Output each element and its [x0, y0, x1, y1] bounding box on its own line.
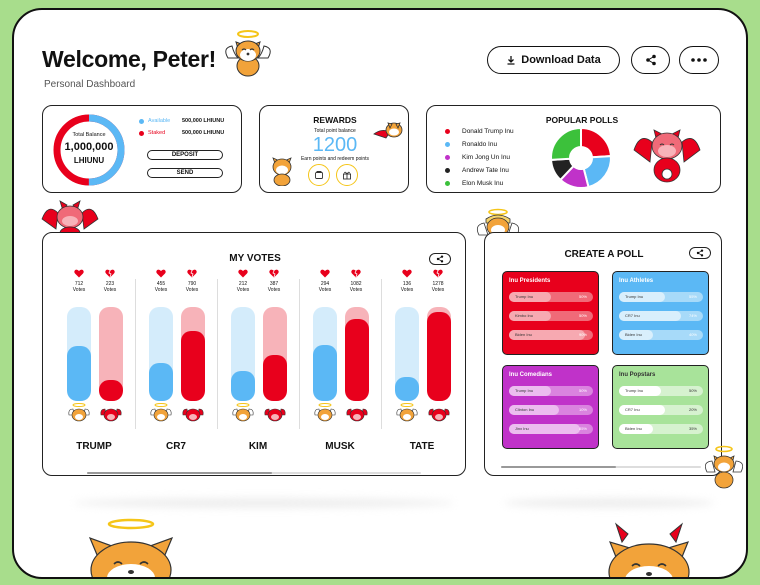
- poll-legend-item[interactable]: [445, 154, 510, 161]
- vote-candidate-name: TATE: [409, 441, 435, 452]
- heart-icon[interactable]: [320, 269, 330, 278]
- poll-option-label: Biden Inu: [625, 426, 642, 431]
- poll-option-label: CR7 Inu: [625, 313, 640, 318]
- poll-option[interactable]: [509, 311, 593, 321]
- angel-shiba-bottom-icon: [76, 516, 186, 579]
- poll-option-percent: 90%: [578, 332, 587, 337]
- devil-shiba-face-icon: [182, 403, 204, 423]
- create-poll-card: [484, 232, 722, 476]
- heart-icon[interactable]: [156, 269, 166, 278]
- donut-slice: [551, 128, 581, 160]
- my-votes-share-button[interactable]: [429, 253, 451, 265]
- angel-shiba-face-icon: [68, 403, 90, 423]
- my-votes-scrollbar[interactable]: [87, 472, 421, 474]
- share-icon: [696, 249, 704, 257]
- poll-legend-item[interactable]: [445, 128, 514, 135]
- broken-vote-bar: [263, 307, 287, 401]
- poll-option-percent: 20%: [688, 407, 697, 412]
- broken-heart-icon[interactable]: [433, 269, 443, 278]
- vote-divider: [299, 279, 300, 429]
- love-vote-bar: [149, 307, 173, 401]
- broken-votes-count: 790: [187, 281, 197, 287]
- share-icon: [645, 54, 657, 66]
- love-votes-count: 455: [156, 281, 166, 287]
- shiba-mascot-icon: [268, 150, 296, 186]
- share-icon: [436, 255, 444, 263]
- vote-column: [381, 269, 463, 469]
- broken-vote-bar: [99, 307, 123, 401]
- available-row: [139, 118, 224, 124]
- poll-legend-item[interactable]: [445, 141, 497, 148]
- staked-row: [139, 130, 224, 136]
- legend-label: Ronaldo Inu: [462, 141, 498, 148]
- love-votes-label: Votes: [236, 287, 250, 293]
- legend-dot: [445, 142, 450, 147]
- vote-candidate-name: MUSK: [325, 441, 355, 452]
- card-shadow: [504, 498, 714, 508]
- poll-option-label: Kimbo Inu: [515, 313, 534, 318]
- love-votes-label: Votes: [318, 287, 332, 293]
- love-vote-fill: [231, 371, 255, 401]
- poll-card[interactable]: [502, 271, 599, 355]
- total-balance-amount: 1,000,000: [64, 141, 114, 153]
- popular-polls-donut: [549, 126, 613, 190]
- love-votes-count: 136: [402, 281, 412, 287]
- devil-shiba-face-icon: [428, 403, 450, 423]
- broken-heart-icon[interactable]: [269, 269, 279, 278]
- love-votes-label: Votes: [72, 287, 86, 293]
- staked-label: Staked: [148, 130, 166, 136]
- love-votes-count: 712: [74, 281, 84, 287]
- poll-option-label: Jinx Inu: [515, 426, 529, 431]
- broken-vote-bar: [427, 307, 451, 401]
- balance-card: [42, 105, 242, 193]
- broken-vote-bar: [345, 307, 369, 401]
- vote-divider: [381, 279, 382, 429]
- poll-option[interactable]: [619, 386, 703, 396]
- total-balance-label: Total Balance: [72, 132, 106, 138]
- download-data-button[interactable]: [487, 46, 620, 74]
- broken-heart-icon[interactable]: [187, 269, 197, 278]
- poll-legend-item[interactable]: [445, 167, 509, 174]
- available-dot: [139, 119, 144, 124]
- love-vote-fill: [67, 346, 91, 401]
- staked-dot: [139, 131, 144, 136]
- vote-candidate-name: KIM: [248, 441, 268, 452]
- broken-vote-fill: [263, 355, 287, 401]
- legend-dot: [445, 155, 450, 160]
- legend-label: Donald Trump Inu: [462, 128, 514, 135]
- deposit-button[interactable]: DEPOSIT: [147, 150, 223, 160]
- heart-icon[interactable]: [238, 269, 248, 278]
- send-button[interactable]: SEND: [147, 168, 223, 178]
- broken-vote-fill: [99, 380, 123, 401]
- legend-dot: [445, 168, 450, 173]
- popular-polls-card: [426, 105, 721, 193]
- my-votes-title: MY VOTES: [229, 253, 281, 264]
- available-value: 500,000 LHIUNU: [182, 118, 225, 124]
- love-vote-bar: [67, 307, 91, 401]
- broken-heart-icon[interactable]: [351, 269, 361, 278]
- devil-shiba-icon: [632, 120, 702, 188]
- poll-option-percent: 40%: [688, 332, 697, 337]
- broken-heart-icon[interactable]: [105, 269, 115, 278]
- download-icon: [506, 55, 516, 65]
- broken-votes-count: 223: [105, 281, 115, 287]
- broken-votes-label: Votes: [103, 287, 117, 293]
- love-votes-count: 294: [320, 281, 330, 287]
- poll-card[interactable]: [612, 365, 709, 449]
- create-poll-title: CREATE A POLL: [564, 249, 644, 260]
- angel-shiba-face-icon: [150, 403, 172, 423]
- devil-shiba-face-icon: [346, 403, 368, 423]
- vote-column: [53, 269, 135, 469]
- page-subtitle: Personal Dashboard: [44, 79, 136, 90]
- poll-card[interactable]: [612, 271, 709, 355]
- broken-vote-bar: [181, 307, 205, 401]
- poll-option[interactable]: [509, 330, 593, 340]
- devil-shiba-face-icon: [264, 403, 286, 423]
- love-vote-fill: [149, 363, 173, 401]
- poll-option[interactable]: [619, 330, 703, 340]
- devil-shiba-bottom-icon: [594, 518, 704, 579]
- poll-option-percent: 74%: [688, 313, 697, 318]
- rewards-card: [259, 105, 409, 193]
- devil-shiba-face-icon: [100, 403, 122, 423]
- heart-icon[interactable]: [402, 269, 412, 278]
- vote-divider: [217, 279, 218, 429]
- broken-vote-fill: [181, 331, 205, 401]
- poll-option[interactable]: [619, 405, 703, 415]
- legend-label: Andrew Tate Inu: [462, 167, 509, 174]
- dashboard-frame: [12, 8, 748, 579]
- vote-divider: [135, 279, 136, 429]
- angel-shiba-face-icon: [232, 403, 254, 423]
- gift-button[interactable]: [336, 164, 358, 186]
- heart-icon[interactable]: [74, 269, 84, 278]
- flying-shiba-icon: [372, 116, 406, 144]
- available-label: Available: [148, 118, 171, 124]
- create-poll-share-button[interactable]: [689, 247, 711, 259]
- love-votes-label: Votes: [154, 287, 168, 293]
- rewards-caption: Earn points and redeem points: [300, 156, 370, 162]
- poll-option[interactable]: [619, 311, 703, 321]
- love-votes-label: Votes: [400, 287, 414, 293]
- page-title: Welcome, Peter!: [42, 46, 217, 72]
- angel-shiba-face-icon: [396, 403, 418, 423]
- poll-option-percent: 50%: [578, 388, 587, 393]
- download-data-label: Download Data: [521, 54, 601, 66]
- poll-option-percent: 50%: [578, 294, 587, 299]
- wallet-button[interactable]: [308, 164, 330, 186]
- poll-legend-item[interactable]: [445, 180, 503, 187]
- vote-column: [299, 269, 381, 469]
- broken-votes-label: Votes: [185, 287, 199, 293]
- broken-vote-fill: [427, 312, 451, 401]
- love-vote-fill: [313, 345, 337, 401]
- poll-option[interactable]: [619, 292, 703, 302]
- broken-vote-fill: [345, 319, 369, 401]
- poll-option[interactable]: [619, 424, 703, 434]
- love-vote-fill: [395, 377, 419, 401]
- poll-option-label: Trump Inu: [515, 388, 534, 393]
- poll-option-percent: 50%: [578, 313, 587, 318]
- more-options-button[interactable]: [679, 46, 719, 74]
- broken-votes-label: Votes: [267, 287, 281, 293]
- poll-option-percent: 55%: [688, 294, 697, 299]
- broken-votes-count: 387: [269, 281, 279, 287]
- staked-value: 500,000 LHIUNU: [182, 130, 225, 136]
- rewards-title: REWARDS: [313, 115, 357, 125]
- poll-option-label: Trump Inu: [515, 294, 534, 299]
- gift-icon: [342, 170, 352, 180]
- broken-votes-label: Votes: [431, 287, 445, 293]
- poll-option-percent: 10%: [578, 407, 587, 412]
- love-vote-bar: [313, 307, 337, 401]
- more-icon: [691, 58, 707, 62]
- poll-option[interactable]: [509, 292, 593, 302]
- poll-option-label: CR7 Inu: [625, 407, 640, 412]
- broken-votes-count: 1278: [432, 281, 444, 287]
- my-votes-list: [53, 269, 463, 474]
- create-poll-scrollbar[interactable]: [501, 466, 701, 468]
- poll-option-percent: 85%: [578, 426, 587, 431]
- share-button[interactable]: [631, 46, 670, 74]
- broken-votes-label: Votes: [349, 287, 363, 293]
- donut-slice: [581, 128, 611, 157]
- love-vote-bar: [231, 307, 255, 401]
- poll-option[interactable]: [509, 424, 593, 434]
- my-votes-card: [42, 232, 466, 476]
- wallet-icon: [314, 170, 324, 180]
- vote-column: [135, 269, 217, 469]
- legend-label: Kim Jong Un Inu: [462, 154, 511, 161]
- card-shadow: [74, 498, 454, 508]
- vote-candidate-name: CR7: [165, 441, 186, 452]
- popular-polls-title: POPULAR POLLS: [545, 115, 619, 125]
- angel-shiba-icon: [224, 28, 272, 80]
- vote-candidate-name: TRUMP: [76, 441, 112, 452]
- poll-option-label: Biden Inu: [515, 332, 532, 337]
- poll-option-percent: 50%: [688, 388, 697, 393]
- rewards-label: Total point balance: [314, 128, 356, 134]
- legend-dot: [445, 181, 450, 186]
- poll-card[interactable]: [502, 365, 599, 449]
- love-vote-bar: [395, 307, 419, 401]
- poll-card-title: Inu Popstars: [619, 372, 656, 378]
- poll-card-title: Inu Athletes: [619, 278, 654, 284]
- love-votes-count: 212: [238, 281, 248, 287]
- poll-option-label: Trump Inu: [625, 388, 644, 393]
- angel-shiba-face-icon: [314, 403, 336, 423]
- poll-option-percent: 35%: [688, 426, 697, 431]
- poll-option[interactable]: [509, 386, 593, 396]
- broken-votes-count: 1082: [350, 281, 362, 287]
- rewards-points: 1200: [312, 134, 358, 156]
- poll-option[interactable]: [509, 405, 593, 415]
- poll-option-label: Clinton Inu: [515, 407, 535, 412]
- angel-shiba-small-icon: [704, 444, 744, 494]
- vote-column: [217, 269, 299, 469]
- poll-option-label: Biden Inu: [625, 332, 642, 337]
- legend-label: Elon Musk Inu: [462, 180, 504, 187]
- poll-option-label: Trump Inu: [625, 294, 644, 299]
- poll-card-title: Inu Presidents: [509, 278, 551, 284]
- total-balance-unit: LHIUNU: [73, 156, 105, 165]
- legend-dot: [445, 129, 450, 134]
- poll-card-title: Inu Comedians: [509, 372, 553, 378]
